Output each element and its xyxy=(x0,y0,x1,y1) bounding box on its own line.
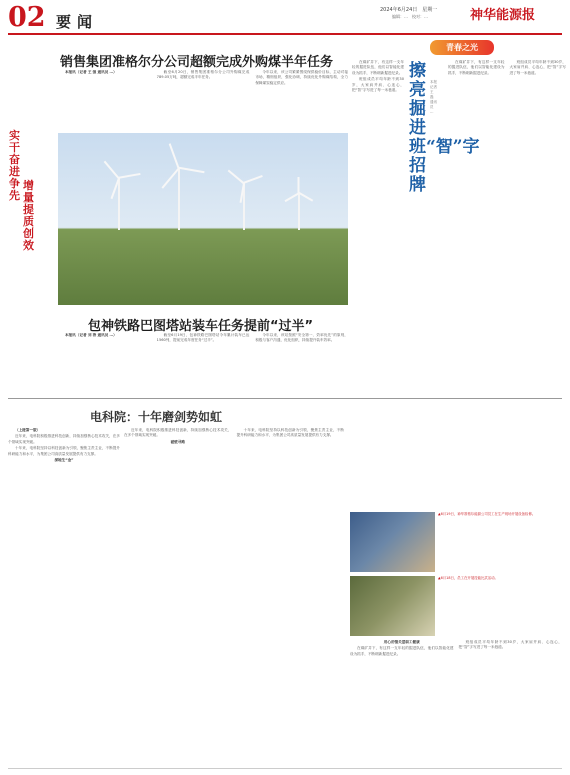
feature-para: 在煤矿井下，有这样一支年轻的掘进队伍，他们以智能化建设为抓手，不断刷新掘进纪录。 xyxy=(352,60,404,75)
feature-lower-columns xyxy=(350,640,562,766)
article-3-headline: 电科院：十年磨剑势如虹 xyxy=(90,410,223,424)
article-1-para: 今年以来，该公司紧紧围绕保供稳价目标，主动对接市场，精细组织，强化协调，持续优化外购煤结构，全力保障煤炭稳定供应。 xyxy=(255,70,348,85)
photo-caption-2: ▲6月18日，员工在开展技能比武活动。 xyxy=(438,576,498,580)
article-1-para: 截至6月20日，销售集团准格尔分公司外购煤完成789.05万吨，超额完成半年任务。 xyxy=(156,70,250,80)
article-3-subhead-1: 深地生“金” xyxy=(54,458,74,463)
editor-credits: 编辑：… 校对：… xyxy=(392,14,428,19)
article-3-para: 十年来，电科院坚持以科技创新为引领，聚焦主责主业，不断提升科研能力和水平，为集团公司高质量发展提供有力支撑。 xyxy=(8,446,120,456)
feature-para: 在煤矿井下，有这样一支年轻的掘进队伍，他们以智能化建设为抓手，不断刷新掘进纪录。 xyxy=(448,60,505,75)
feature-headline: 擦亮掘进班“智”字招牌 xyxy=(409,61,480,195)
article-3-para: 十年来，电科院坚持以科技创新为引领，聚焦主责主业，不断提升科研能力和水平，为集团公司高质量发展提供有力支撑。 xyxy=(236,428,344,438)
article-2-byline: 本报讯（记者 刘 涛 通讯员 …） xyxy=(65,333,117,337)
article-2-headline: 包神铁路巴图塔站装车任务提前“过半” xyxy=(88,319,314,334)
section-divider xyxy=(8,398,562,399)
issue-date: 2024年6月24日 星期一 xyxy=(380,7,438,13)
worker-photo-2 xyxy=(350,576,435,636)
section-name: 要闻 xyxy=(56,13,99,31)
feature-para: 班组成员平均年龄不到30岁，大家肩并肩、心连心，把“智”字写进了每一米巷道。 xyxy=(509,60,566,75)
masthead xyxy=(0,0,570,40)
feature-column-2 xyxy=(448,60,566,390)
article-1-body xyxy=(58,70,348,130)
feature-para: 在煤矿井下，有这样一支年轻的掘进队伍，他们以智能化建设为抓手，不断刷新掘进纪录。 xyxy=(350,646,454,656)
feature-subhead: 用心用情关爱职工健康 xyxy=(383,640,420,644)
paper-logo: 神华能源报 xyxy=(470,8,536,23)
article-2-para: 截至6月19日，包神铁路巴图塔站今年累计装车已达1560列，提前完成年度任务“过半”。 xyxy=(156,333,250,343)
article-3-para: 近年来，电科院积极推进科技创新，持续加强核心技术攻关，在多个领域实现突破。 xyxy=(8,434,120,444)
article-3-para: 近年来，电科院积极推进科技创新，持续加强核心技术攻关，在多个领域实现突破。 xyxy=(124,428,232,438)
article-1-byline: 本报讯（记者 王 强 通讯员 …） xyxy=(65,70,117,74)
article-3-column-2 xyxy=(124,428,344,766)
feature-byline: 本报记者 王 磊 通讯员 … xyxy=(430,80,437,114)
article-3-column-1 xyxy=(8,428,120,766)
masthead-rule xyxy=(8,33,562,35)
photo-caption-1: ▲6月19日，神华准格尔能源公司员工在生产现场开展设备检修。 xyxy=(438,512,536,516)
wind-turbine-photo xyxy=(58,133,348,305)
article-2-para: 今年以来，该站按照“安全第一、效率优先”的原则，积极与客户沟通，优化组织，持续提升装车效率。 xyxy=(255,333,348,343)
feature-para: 班组成员平均年龄不到30岁，大家肩并肩、心连心，把“智”字写进了每一米巷道。 xyxy=(352,77,404,93)
feature-para: 班组成员平均年龄不到30岁，大家肩并肩、心连心，把“智”字写进了每一米巷道。 xyxy=(458,640,562,650)
page-number: 02 xyxy=(8,2,46,33)
side-slogan-2: 增量提质创效 xyxy=(23,179,34,252)
feature-column-1 xyxy=(352,60,404,390)
feature-tag: 青春之光 xyxy=(430,40,494,55)
footer-rule xyxy=(8,768,562,769)
worker-photo-1 xyxy=(350,512,435,572)
side-slogan-1: 实干奋进争先 xyxy=(9,129,20,202)
article-3-subhead-2: 破壁寻路 xyxy=(170,439,185,444)
article-2-body xyxy=(58,333,348,393)
article-1-headline: 销售集团准格尔分公司超额完成外购煤半年任务 xyxy=(60,55,334,70)
article-3-byline: （上接第一版） xyxy=(15,428,41,432)
